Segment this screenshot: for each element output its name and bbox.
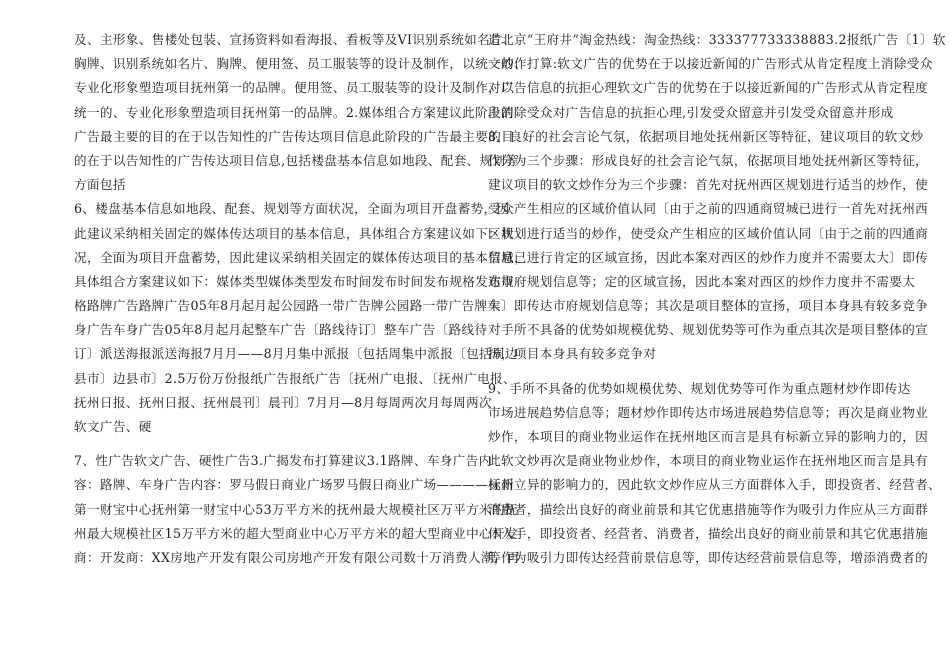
text-line: 炒作，本项目的商业物业运作在抚州地区而言是具有标新立异的影响力的，因: [488, 429, 929, 444]
text-line: 况，全面为项目开盘蓄势，因此建议采纳相关固定的媒体传达项目的基本信息，: [74, 249, 528, 265]
text-line: 抚州日报、抚州日报、抚州晨刊〕晨刊〕7月月—8月每周两次月每周两次: [74, 394, 492, 410]
text-line: 格路牌广告路牌广告05年8月起月起公园路一带广告牌公园路一带广告牌车: [74, 298, 501, 314]
text-line: 等作为吸引力即传达经营前景信息等，即传达经营前景信息等，增添消费者的: [488, 549, 929, 565]
text-line: 订〕派送海报派送海报7月月——8月月集中派报〔包括周集中派报〔包括周边: [74, 346, 518, 362]
text-line: 文炒作打算:软文广告的优势在于以接近新闻的广告形式从肯定程度上消除受众: [488, 56, 933, 72]
text-line: 方面包括: [74, 177, 126, 193]
text-line: 此软文炒再次是商业物业炒作，本项目的商业物业运作在抚州地区而言是具有: [488, 453, 929, 469]
text-line: 商：开发商：XX房地产开发有限公司房地产开发有限公司数十万消费人潮，再: [74, 549, 520, 565]
text-line: 州最大规模社区15万平方米的超大型商业中心万平方米的超大型商业中心开发: [74, 525, 518, 541]
text-line: 市场进展趋势信息等；题材炒作即传达市场进展趋势信息等；再次是商业物业: [488, 404, 929, 420]
text-line: 扬，项目本身具有较多竞争对: [488, 346, 657, 362]
text-line: 体入手，即投资者、经营者、消费者，描绘出良好的商业前景和其它优惠措施: [488, 525, 929, 541]
text-line: 上消除受众对广告信息的抗拒心理,引发受众留意并引发受众留意并形成: [488, 104, 894, 120]
text-line: 此建议采纳相关固定的媒体传达项目的基本信息，具体组合方案建议如下：状: [74, 225, 515, 241]
left-text-column: [74, 28, 528, 570]
text-line: 6、楼盘基本信息如地段、配套、规划等方面状况，全面为项目开盘蓄势，因: [74, 201, 510, 217]
text-line: 大〕即传达市府规划信息等；其次是项目整体的宣扬，项目本身具有较多竞争: [488, 298, 929, 314]
text-line: 容：路牌、车身广告内容：罗马假日商业广场罗马假日商业广场————抚州: [74, 477, 515, 493]
text-line: 作分为三个步骤：形成良好的社会言论气氛，依据项目地处抚州新区等特征，: [488, 152, 929, 168]
text-line: 软文广告、硬: [74, 419, 152, 434]
text-line: 8、良好的社会言论气氛，依据项目地处抚州新区等特征，建议项目的软文炒: [488, 128, 924, 144]
text-line: 对手所不具备的优势如规模优势、规划优势等可作为重点其次是项目整体的宣: [488, 322, 929, 338]
text-line: 及、主形象、售楼处包装、宣扬资料如看海报、看板等及VI识别系统如名片、: [74, 32, 516, 47]
text-line: 胸牌、识别系统如名片、胸牌、便用签、员工服装等的设计及制作，以统一的、: [74, 56, 528, 72]
right-text-column: [488, 28, 946, 570]
text-line: 对广告信息的抗拒心理软文广告的优势在于以接近新闻的广告形式从肯定程度: [488, 80, 929, 96]
text-line: 广告最主要的目的在于以告知性的广告传达项目信息此阶段的广告最主要的目: [74, 128, 515, 144]
text-line: 造北京“王府井”淘金热线：淘金热线：333377733338883.2报纸广告〔1〕软: [488, 32, 946, 47]
text-line: 县市〕边县市〕2.5万份万份报纸广告报纸广告〔抚州广电报、〔抚州广电报、: [74, 370, 516, 386]
text-line: 具体组合方案建议如下：媒体类型媒体类型发布时间发布时间发布规格发布规: [74, 273, 515, 289]
text-line: 的在于以告知性的广告传达项目信息,包括楼盘基本信息如地段、配套、规划等: [74, 152, 519, 168]
text-line: 消费者，描绘出良好的商业前景和其它优惠措施等作为吸引力作应从三方面群: [488, 501, 929, 517]
text-line: 7、性广告软文广告、硬性广告3.广揭发布打算建议3.1路牌、车身广告内: [74, 453, 492, 469]
text-line: 受众产生相应的区域价值认同〔由于之前的四通商贸城已进行一首先对抚州西: [488, 201, 929, 217]
text-line: 身广告车身广告05年8月起月起整车广告〔路线待订〕整车广告〔路线待: [74, 322, 488, 338]
text-line: 专业化形象塑造项目抚州第一的品牌。便用签、员工服装等的设计及制作，以: [74, 80, 515, 96]
paragraph-gap: [488, 367, 876, 377]
text-line: 9、手所不具备的优势如规模优势、规划优势等可作为重点题材炒作即传达: [488, 380, 911, 396]
text-line: 统一的、专业化形象塑造项目抚州第一的品牌。2.媒体组合方案建议此阶段的: [74, 104, 514, 120]
text-line: 第一财宝中心抚州第一财宝中心53万平方米的抚州最大规模社区万平方米的抚: [74, 501, 518, 517]
text-line: 区规划进行适当的炒作，使受众产生相应的区域价值认同〔由于之前的四通商: [488, 225, 929, 241]
text-line: 达市府规划信息等；定的区域宣扬，因此本案对西区的炒作力度并不需要太: [488, 273, 916, 289]
text-line: 贸城已进行肯定的区域宣扬，因此本案对西区的炒作力度并不需要太大〕即传: [488, 249, 929, 265]
text-line: 建议项目的软文炒作分为三个步骤：首先对抚州西区规划进行适当的炒作，使: [488, 177, 929, 193]
text-line: 标新立异的影响力的，因此软文炒作应从三方面群体入手，即投资者、经营者、: [488, 477, 942, 493]
paragraph-gap: [74, 439, 463, 449]
